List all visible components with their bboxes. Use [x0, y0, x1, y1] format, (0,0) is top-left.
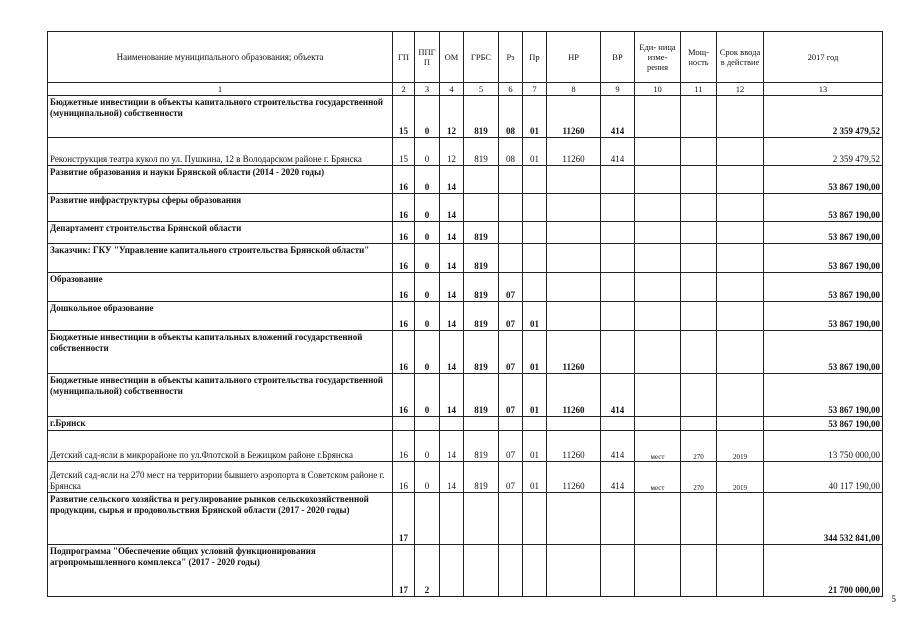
column-number: 12: [717, 83, 764, 96]
cell-pr: 01: [523, 462, 547, 493]
cell-vr: [601, 417, 635, 431]
cell-term: [717, 273, 764, 302]
row-name-cell: Развитие инфраструктуры сферы образования: [48, 194, 393, 222]
cell-power: [681, 166, 717, 194]
cell-rz: 07: [499, 331, 523, 374]
cell-nr: [547, 222, 601, 244]
cell-unit: [635, 545, 681, 597]
column-number: 3: [415, 83, 440, 96]
row-name-cell: Реконструкция театра кукол по ул. Пушкина, 12 в Володарском районе г. Брянска: [48, 138, 393, 166]
cell-power: [681, 194, 717, 222]
table-row: [48, 331, 883, 374]
cell-sum: 53 867 190,00: [764, 302, 883, 331]
header-ppgp: ППГ П: [415, 32, 440, 83]
cell-unit: [635, 222, 681, 244]
cell-term: [717, 194, 764, 222]
row-name-cell: Дошкольное образование: [48, 302, 393, 331]
row-name-cell: Бюджетные инвестиции в объекты капитальных вложений государственной собственности: [48, 331, 393, 374]
cell-grbs: [464, 166, 499, 194]
cell-power: [681, 138, 717, 166]
header-rz: Рз: [499, 32, 523, 83]
cell-term: [717, 545, 764, 597]
cell-rz: [499, 417, 523, 431]
row-name-cell: Бюджетные инвестиции в объекты капитального строительства государственной (муниципальной) собственности: [48, 96, 393, 138]
cell-rz: [499, 194, 523, 222]
header-nr: НР: [547, 32, 601, 83]
cell-rz: 07: [499, 431, 523, 462]
cell-rz: 07: [499, 302, 523, 331]
cell-ppgp: 0: [415, 138, 440, 166]
cell-unit: [635, 138, 681, 166]
column-number: 9: [601, 83, 635, 96]
table-row: [48, 545, 883, 597]
cell-term: 2019: [717, 431, 764, 462]
row-name-cell: Департамент строительства Брянской области: [48, 222, 393, 244]
table-row: [48, 417, 883, 431]
cell-vr: [601, 194, 635, 222]
row-name-cell: Заказчик: ГКУ "Управление капитального строительства Брянской области": [48, 244, 393, 273]
cell-pr: 01: [523, 431, 547, 462]
cell-term: 2019: [717, 462, 764, 493]
row-name-cell: Детский сад-ясли в микрорайоне по ул.Флотской в Бежицком районе г.Брянска: [48, 431, 393, 462]
cell-vr: 414: [601, 96, 635, 138]
cell-grbs: [464, 545, 499, 597]
cell-vr: [601, 302, 635, 331]
cell-power: [681, 493, 717, 545]
cell-nr: 11260: [547, 431, 601, 462]
cell-sum: 2 359 479,52: [764, 96, 883, 138]
cell-grbs: [464, 194, 499, 222]
cell-unit: [635, 96, 681, 138]
cell-power: [681, 244, 717, 273]
cell-om: 14: [440, 222, 464, 244]
cell-om: [440, 493, 464, 545]
cell-sum: 344 532 841,00: [764, 493, 883, 545]
cell-term: [717, 244, 764, 273]
cell-om: 14: [440, 244, 464, 273]
cell-term: [717, 417, 764, 431]
header-om: ОМ: [440, 32, 464, 83]
cell-vr: [601, 545, 635, 597]
table-row: [48, 244, 883, 273]
cell-rz: [499, 166, 523, 194]
cell-nr: [547, 194, 601, 222]
column-number: 6: [499, 83, 523, 96]
cell-sum: 13 750 000,00: [764, 431, 883, 462]
cell-grbs: 819: [464, 273, 499, 302]
cell-sum: 53 867 190,00: [764, 417, 883, 431]
header-power: Мощ- ность: [681, 32, 717, 83]
table-row: [48, 96, 883, 138]
cell-nr: [547, 302, 601, 331]
cell-gp: 16: [393, 331, 415, 374]
header-name: Наименование муниципального образования; объекта: [48, 32, 393, 83]
cell-om: [440, 417, 464, 431]
cell-nr: 11260: [547, 462, 601, 493]
cell-nr: [547, 166, 601, 194]
cell-nr: 11260: [547, 96, 601, 138]
column-number: 5: [464, 83, 499, 96]
row-name-cell: Бюджетные инвестиции в объекты капитального строительства государственной (муниципальной) собственности: [48, 374, 393, 417]
cell-om: 14: [440, 166, 464, 194]
cell-ppgp: 0: [415, 244, 440, 273]
table-row: [48, 302, 883, 331]
cell-gp: 16: [393, 273, 415, 302]
cell-power: [681, 302, 717, 331]
cell-nr: 11260: [547, 138, 601, 166]
cell-om: 12: [440, 96, 464, 138]
table-row: [48, 194, 883, 222]
header-unit: Еди- ница изме- рения: [635, 32, 681, 83]
cell-term: [717, 138, 764, 166]
column-number-row: [48, 83, 883, 96]
cell-term: [717, 96, 764, 138]
cell-power: [681, 545, 717, 597]
cell-sum: 53 867 190,00: [764, 194, 883, 222]
cell-rz: [499, 493, 523, 545]
cell-nr: [547, 273, 601, 302]
cell-unit: мест: [635, 462, 681, 493]
table-row: [48, 493, 883, 545]
cell-pr: [523, 194, 547, 222]
cell-om: 14: [440, 462, 464, 493]
cell-sum: 53 867 190,00: [764, 222, 883, 244]
cell-grbs: 819: [464, 244, 499, 273]
cell-rz: 08: [499, 96, 523, 138]
cell-rz: [499, 545, 523, 597]
cell-unit: мест: [635, 431, 681, 462]
cell-ppgp: 0: [415, 166, 440, 194]
cell-pr: 01: [523, 138, 547, 166]
cell-ppgp: 0: [415, 462, 440, 493]
cell-nr: 11260: [547, 374, 601, 417]
cell-power: [681, 96, 717, 138]
cell-om: [440, 545, 464, 597]
cell-ppgp: 0: [415, 194, 440, 222]
cell-unit: [635, 493, 681, 545]
cell-pr: [523, 244, 547, 273]
cell-power: [681, 417, 717, 431]
cell-power: [681, 222, 717, 244]
cell-rz: 07: [499, 273, 523, 302]
cell-power: [681, 374, 717, 417]
cell-ppgp: [415, 493, 440, 545]
cell-power: [681, 273, 717, 302]
cell-om: 14: [440, 194, 464, 222]
cell-gp: 15: [393, 138, 415, 166]
cell-rz: 07: [499, 462, 523, 493]
cell-vr: 414: [601, 431, 635, 462]
cell-ppgp: 2: [415, 545, 440, 597]
cell-om: 14: [440, 273, 464, 302]
cell-om: 14: [440, 431, 464, 462]
cell-sum: 2 359 479,52: [764, 138, 883, 166]
cell-sum: 53 867 190,00: [764, 244, 883, 273]
table-row: [48, 273, 883, 302]
cell-ppgp: [415, 417, 440, 431]
cell-pr: [523, 222, 547, 244]
cell-ppgp: 0: [415, 331, 440, 374]
cell-gp: 16: [393, 222, 415, 244]
cell-gp: 15: [393, 96, 415, 138]
cell-unit: [635, 374, 681, 417]
cell-om: 12: [440, 138, 464, 166]
cell-unit: [635, 244, 681, 273]
cell-sum: 21 700 000,00: [764, 545, 883, 597]
cell-term: [717, 374, 764, 417]
cell-pr: 01: [523, 331, 547, 374]
cell-sum: 53 867 190,00: [764, 331, 883, 374]
cell-gp: 17: [393, 545, 415, 597]
cell-pr: 01: [523, 96, 547, 138]
column-number: 4: [440, 83, 464, 96]
cell-gp: 16: [393, 194, 415, 222]
cell-rz: 08: [499, 138, 523, 166]
cell-grbs: 819: [464, 96, 499, 138]
column-number: 13: [764, 83, 883, 96]
cell-term: [717, 166, 764, 194]
cell-power: 270: [681, 462, 717, 493]
column-number: 1: [48, 83, 393, 96]
cell-gp: 16: [393, 302, 415, 331]
cell-vr: [601, 493, 635, 545]
table-row: [48, 374, 883, 417]
header-year: 2017 год: [764, 32, 883, 83]
header-vr: ВР: [601, 32, 635, 83]
cell-om: 14: [440, 374, 464, 417]
cell-unit: [635, 273, 681, 302]
cell-vr: [601, 273, 635, 302]
cell-grbs: [464, 417, 499, 431]
cell-pr: [523, 166, 547, 194]
column-number: 8: [547, 83, 601, 96]
header-grbs: ГРБС: [464, 32, 499, 83]
cell-sum: 53 867 190,00: [764, 273, 883, 302]
cell-pr: [523, 493, 547, 545]
cell-vr: 414: [601, 138, 635, 166]
table-row: [48, 462, 883, 493]
row-name-cell: Развитие образования и науки Брянской области (2014 - 2020 годы): [48, 166, 393, 194]
cell-unit: [635, 331, 681, 374]
cell-power: [681, 331, 717, 374]
cell-unit: [635, 417, 681, 431]
cell-grbs: 819: [464, 331, 499, 374]
cell-rz: [499, 244, 523, 273]
cell-grbs: 819: [464, 302, 499, 331]
cell-ppgp: 0: [415, 222, 440, 244]
cell-grbs: 819: [464, 462, 499, 493]
cell-unit: [635, 194, 681, 222]
cell-nr: 11260: [547, 331, 601, 374]
cell-vr: [601, 222, 635, 244]
cell-om: 14: [440, 331, 464, 374]
cell-pr: [523, 273, 547, 302]
header-term: Срок ввода в действие: [717, 32, 764, 83]
cell-vr: 414: [601, 462, 635, 493]
row-name-cell: Образование: [48, 273, 393, 302]
cell-gp: 16: [393, 462, 415, 493]
cell-grbs: [464, 493, 499, 545]
header-gp: ГП: [393, 32, 415, 83]
cell-vr: [601, 331, 635, 374]
table-row: [48, 138, 883, 166]
cell-nr: [547, 417, 601, 431]
cell-gp: 16: [393, 374, 415, 417]
cell-grbs: 819: [464, 138, 499, 166]
cell-ppgp: 0: [415, 273, 440, 302]
cell-term: [717, 493, 764, 545]
table-row: [48, 166, 883, 194]
cell-gp: 16: [393, 431, 415, 462]
cell-gp: [393, 417, 415, 431]
row-name-cell: г.Брянск: [48, 417, 393, 431]
cell-pr: [523, 545, 547, 597]
cell-unit: [635, 166, 681, 194]
header-pr: Пр: [523, 32, 547, 83]
table-row: [48, 222, 883, 244]
column-number: 10: [635, 83, 681, 96]
cell-vr: [601, 244, 635, 273]
cell-ppgp: 0: [415, 431, 440, 462]
cell-grbs: 819: [464, 431, 499, 462]
table-body: [48, 96, 883, 597]
cell-nr: [547, 493, 601, 545]
cell-grbs: 819: [464, 374, 499, 417]
page-number: 5: [891, 594, 896, 604]
cell-pr: 01: [523, 302, 547, 331]
cell-rz: [499, 222, 523, 244]
cell-ppgp: 0: [415, 96, 440, 138]
budget-table: [47, 31, 883, 597]
cell-nr: [547, 545, 601, 597]
column-number: 2: [393, 83, 415, 96]
cell-term: [717, 302, 764, 331]
cell-sum: 53 867 190,00: [764, 374, 883, 417]
cell-vr: 414: [601, 374, 635, 417]
cell-vr: [601, 166, 635, 194]
cell-gp: 17: [393, 493, 415, 545]
cell-power: 270: [681, 431, 717, 462]
column-number: 11: [681, 83, 717, 96]
row-name-cell: Развитие сельского хозяйства и регулирование рынков сельскохозяйственной продукции, сырья и продовольствия Брянской области (2017 - 2020 годы): [48, 493, 393, 545]
cell-om: 14: [440, 302, 464, 331]
header-row: [48, 32, 883, 83]
cell-pr: 01: [523, 374, 547, 417]
row-name-cell: Детский сад-ясли на 270 мест на территории бывшего аэропорта в Советском районе г. Брянска: [48, 462, 393, 493]
row-name-cell: Подпрограмма "Обеспечение общих условий функционирования агропромышленного комплекса" (2017 - 2020 годы): [48, 545, 393, 597]
table-row: [48, 431, 883, 462]
cell-term: [717, 222, 764, 244]
cell-term: [717, 331, 764, 374]
cell-gp: 16: [393, 244, 415, 273]
cell-grbs: 819: [464, 222, 499, 244]
cell-sum: 40 117 190,00: [764, 462, 883, 493]
cell-ppgp: 0: [415, 302, 440, 331]
cell-sum: 53 867 190,00: [764, 166, 883, 194]
column-number: 7: [523, 83, 547, 96]
cell-pr: [523, 417, 547, 431]
cell-nr: [547, 244, 601, 273]
cell-unit: [635, 302, 681, 331]
cell-gp: 16: [393, 166, 415, 194]
cell-ppgp: 0: [415, 374, 440, 417]
cell-rz: 07: [499, 374, 523, 417]
